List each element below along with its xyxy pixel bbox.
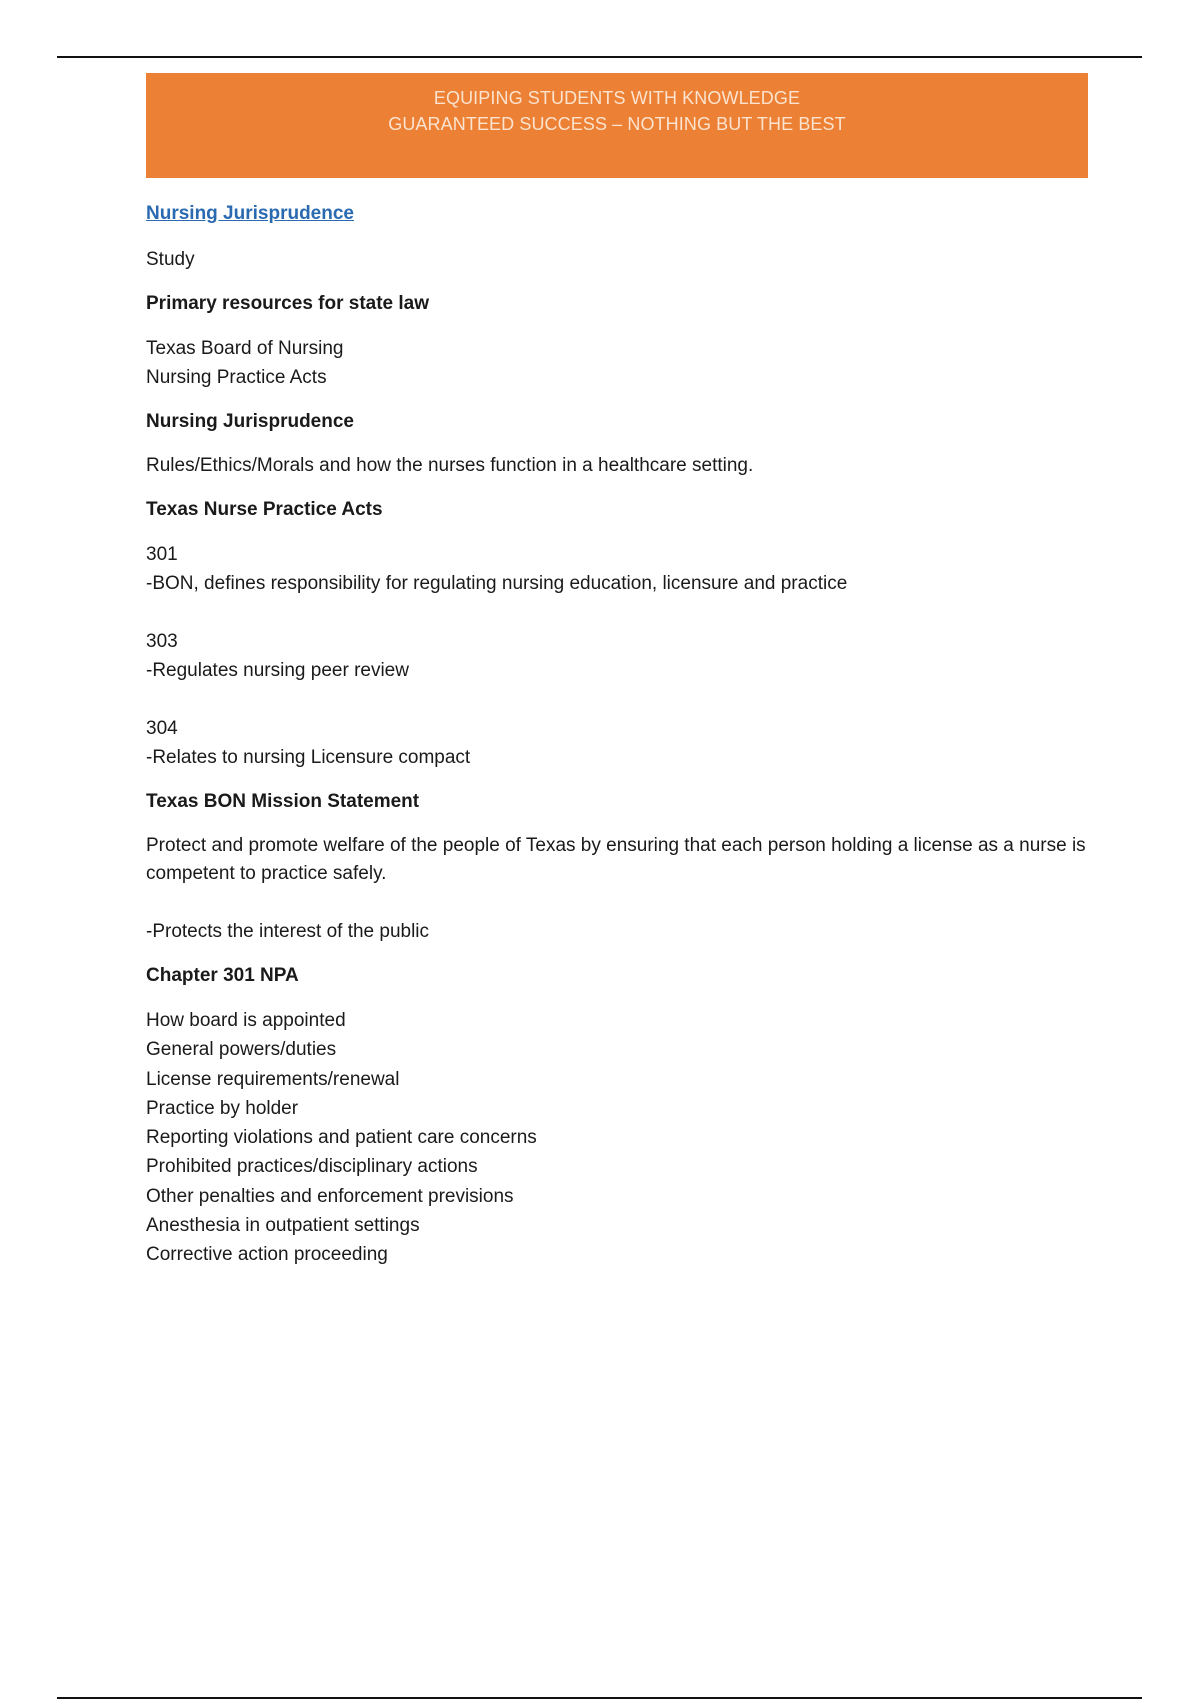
list-item: Practice by holder — [146, 1097, 299, 1119]
chapter-description: -Relates to nursing Licensure compact — [146, 747, 471, 768]
jurisprudence-text: Rules/Ethics/Morals and how the nurses function in a healthcare setting. — [146, 455, 754, 476]
section-heading-practice-acts: Texas Nurse Practice Acts — [146, 499, 383, 520]
document-body — [146, 202, 1086, 1270]
list-item: Other penalties and enforcement previsions — [146, 1185, 514, 1207]
mission-note: -Protects the interest of the public — [146, 921, 430, 942]
top-rule — [57, 56, 1142, 58]
section-heading-chapter-301: Chapter 301 NPA — [146, 965, 299, 986]
chapter-entry — [146, 627, 1086, 685]
list-item: Nursing Practice Acts — [146, 367, 327, 388]
chapter-entry — [146, 540, 1086, 598]
list-item: Corrective action proceeding — [146, 1244, 388, 1266]
section-heading-primary-resources: Primary resources for state law — [146, 293, 430, 314]
chapter-301-list — [146, 1006, 1086, 1270]
list-item: License requirements/renewal — [146, 1068, 400, 1090]
chapter-number: 303 — [146, 631, 178, 652]
study-label: Study — [146, 249, 195, 270]
chapter-description: -BON, defines responsibility for regulating nursing education, licensure and practice — [146, 573, 848, 594]
header-banner — [146, 73, 1088, 178]
chapter-entry — [146, 714, 1086, 772]
banner-line-1: EQUIPING STUDENTS WITH KNOWLEDGE — [433, 88, 801, 108]
list-item: Texas Board of Nursing — [146, 338, 344, 359]
section-heading-mission: Texas BON Mission Statement — [146, 791, 420, 812]
list-item: Anesthesia in outpatient settings — [146, 1215, 420, 1237]
chapter-description: -Regulates nursing peer review — [146, 660, 409, 681]
list-item: Reporting violations and patient care concerns — [146, 1127, 537, 1149]
section-heading-jurisprudence: Nursing Jurisprudence — [146, 411, 354, 432]
bottom-rule — [57, 1697, 1142, 1699]
banner-line-2: GUARANTEED SUCCESS – NOTHING BUT THE BEST — [388, 114, 846, 134]
chapter-number: 304 — [146, 718, 178, 739]
list-item: Prohibited practices/disciplinary actions — [146, 1156, 478, 1178]
chapter-number: 301 — [146, 544, 178, 565]
primary-resources-list — [146, 334, 1086, 392]
title-link[interactable]: Nursing Jurisprudence — [146, 203, 354, 224]
mission-text: Protect and promote welfare of the people of Texas by ensuring that each person holding a license as a nurse is competent to practice safely. — [146, 835, 1086, 884]
list-item: How board is appointed — [146, 1010, 346, 1031]
list-item: General powers/duties — [146, 1039, 337, 1061]
